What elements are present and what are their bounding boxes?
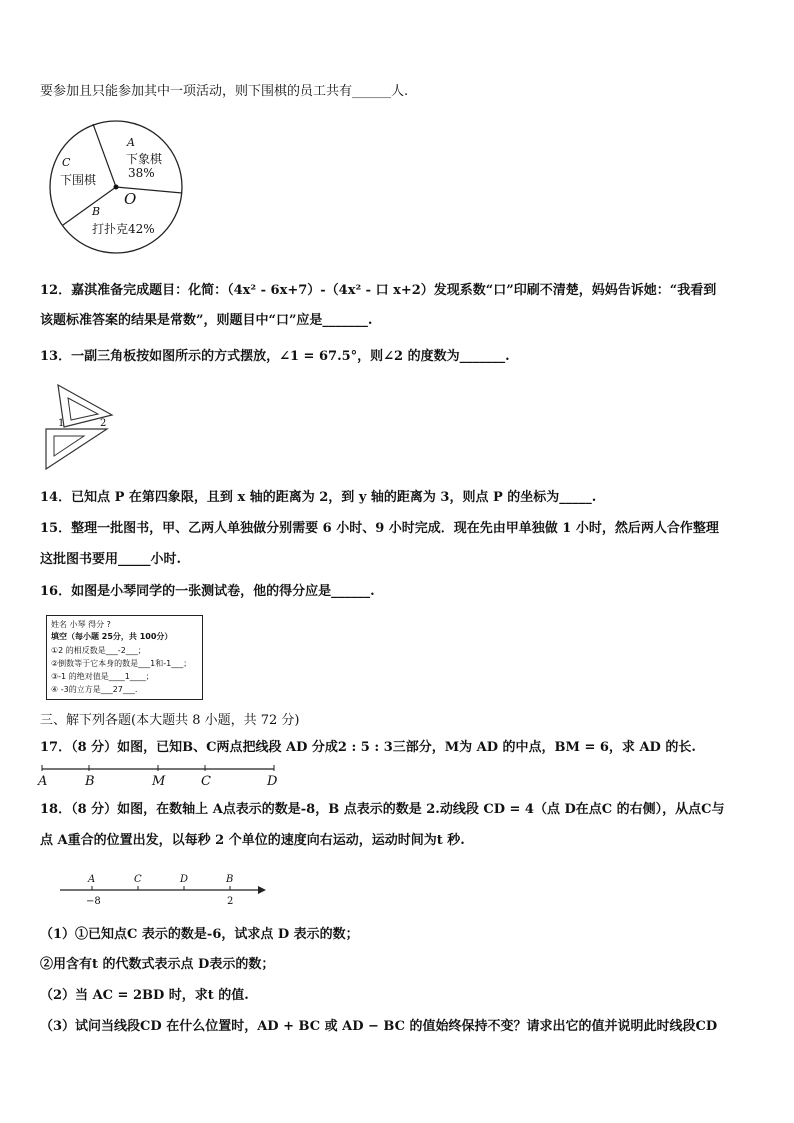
section-3-heading: 三、解下列各题(本大题共 8 小题，共 72 分) <box>40 713 300 728</box>
question-18-part3: （3）试问当线段CD 在什么位置时，AD + BC 或 AD − BC 的值始终保持不变？请求出它的值并说明此时线段CD <box>40 1019 718 1034</box>
pie-center-dot <box>114 185 119 190</box>
pie-label-c: C <box>62 156 71 169</box>
test-paper-item-4: ④ -3的立方是___27___. <box>51 685 138 694</box>
question-18-line2: 点 A重合的位置出发，以每秒 2 个单位的速度向右运动，运动时间为t 秒. <box>40 833 465 848</box>
test-paper-subheader: 填空（每小题 25分，共 100分） <box>51 632 173 641</box>
question-13: 13．一副三角板按如图所示的方式摆放，∠1 = 67.5°，则∠2 的度数为_______. <box>40 349 510 364</box>
pie-name-b: 打扑克42% <box>92 222 155 236</box>
nl-label-c: C <box>134 874 142 885</box>
pie-label-a: A <box>127 136 135 149</box>
nl-value-a: −8 <box>86 896 101 907</box>
nl-label-d: D <box>180 874 189 885</box>
pie-divider-a <box>93 124 116 187</box>
question-16: 16．如图是小琴同学的一张测试卷，他的得分应是______. <box>40 584 375 599</box>
segment-label-a: A <box>38 774 48 789</box>
question-18-line1: 18．（8 分）如图，在数轴上 A点表示的数是-8，B 点表示的数是 2.动线段 CD = 4（点 D在点C 的右侧），从点C与 <box>40 802 725 817</box>
angle-label-1: 1 <box>58 418 65 429</box>
nl-label-b: B <box>226 874 234 885</box>
question-15-line2: 这批图书要用_____小时. <box>40 552 182 567</box>
pie-name-a: 下象棋 <box>126 152 163 166</box>
question-12-line2: 该题标准答案的结果是常数”，则题目中“口”应是_______. <box>40 313 373 328</box>
text-line-intro: 要参加且只能参加其中一项活动，则下围棋的员工共有______人. <box>40 84 409 99</box>
segment-label-m: M <box>152 774 166 789</box>
question-17: 17．（8 分）如图，已知B、C两点把线段 AD 分成2 : 5 : 3三部分，M为 AD 的中点，BM = 6，求 AD 的长. <box>40 740 696 755</box>
question-15-line1: 15．整理一批图书，甲、乙两人单独做分别需要 6 小时、9 小时完成．现在先由甲单独做 1 小时，然后两人合作整理 <box>40 521 719 536</box>
question-18-part2: （2）当 AC = 2BD 时，求t 的值. <box>40 988 249 1003</box>
test-paper-item-3: ③-1 的绝对值是____1____； <box>51 672 154 681</box>
segment-label-d: D <box>267 774 278 789</box>
pie-chart <box>48 120 188 260</box>
pie-name-c: 下围棋 <box>60 173 97 187</box>
test-paper-header: 姓名 小琴 得分 ? <box>51 620 111 629</box>
test-paper-item-2: ②倒数等于它本身的数是___1和-1___； <box>51 659 192 668</box>
triangle-lower-inner <box>54 436 84 456</box>
nl-value-b: 2 <box>227 896 234 907</box>
pie-center-label: O <box>124 190 137 208</box>
test-paper-item-1: ①2 的相反数是___-2___； <box>51 646 146 655</box>
question-14: 14．已知点 P 在第四象限，且到 x 轴的距离为 2，到 y 轴的距离为 3，则点 P 的坐标为_____. <box>40 490 597 505</box>
number-line-arrow <box>258 886 266 894</box>
angle-label-2: 2 <box>100 418 107 429</box>
segment-label-b: B <box>85 774 95 789</box>
segment-label-c: C <box>201 774 211 789</box>
test-paper-figure <box>46 615 203 700</box>
triangle-upper-inner <box>68 398 98 420</box>
triangle-lower <box>46 429 107 469</box>
question-18-part1: （1）①已知点C 表示的数是-6，试求点 D 表示的数； <box>40 927 359 942</box>
nl-label-a: A <box>88 874 96 885</box>
question-12-line1: 12．嘉淇准备完成题目：化简：（4x² - 6x+7）-（4x² - 口 x+2）发现系数“口”印刷不清楚，妈妈告诉她：“我看到 <box>40 283 717 298</box>
question-18-part1-2: ②用含有t 的代数式表示点 D表示的数； <box>40 957 275 972</box>
pie-label-b: B <box>92 205 101 218</box>
pie-pct-a: 38% <box>128 166 155 180</box>
